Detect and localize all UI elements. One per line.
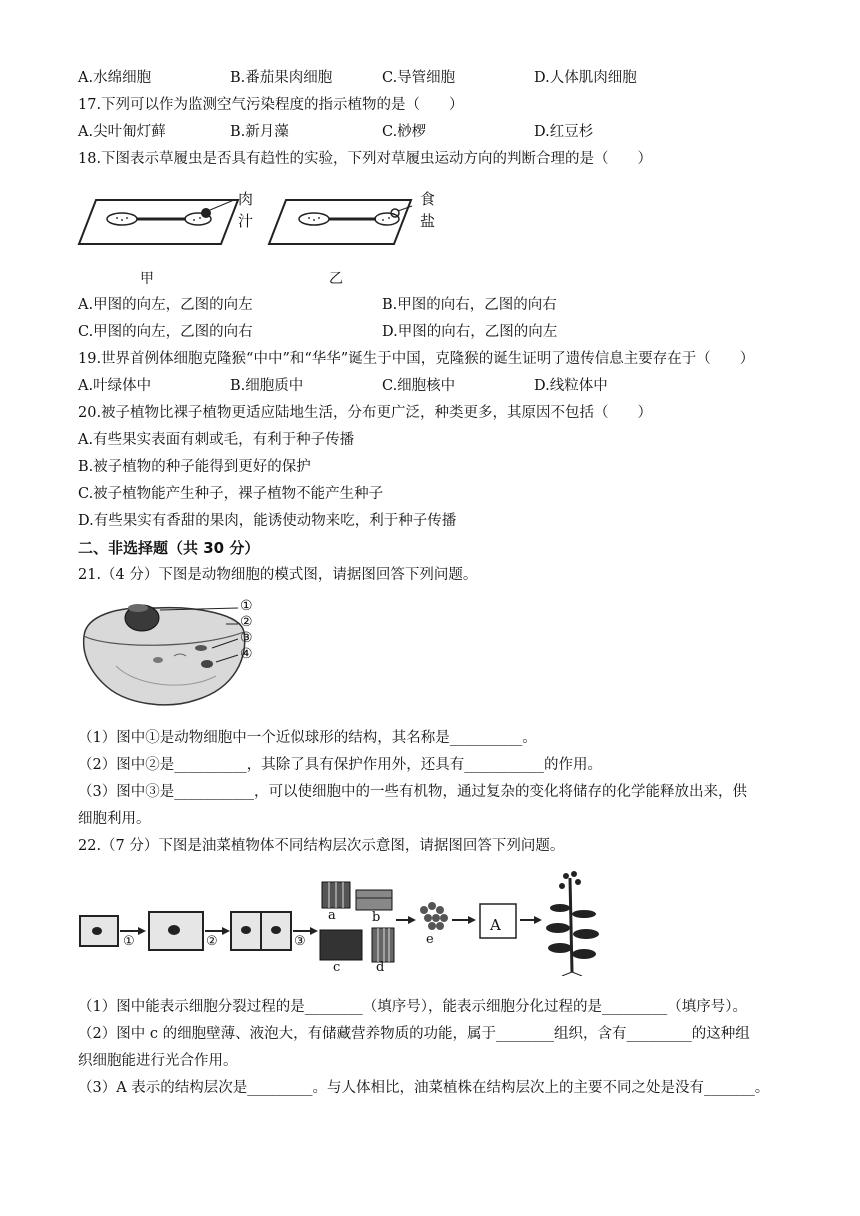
q18-option-d: D.甲图的向右，乙图的向左 xyxy=(382,324,558,340)
step-label-2: ② xyxy=(206,934,218,949)
q18-figure-label-jia: 甲 xyxy=(140,271,154,287)
q17-option-d: D.红豆杉 xyxy=(534,124,594,140)
tissue-label-d: d xyxy=(376,960,385,975)
q21-sub3: （3）图中③是___________，可以使细胞中的一些有机物，通过复杂的变化将储存的化学能释放出来，供 xyxy=(78,784,747,800)
q22-sub2: （2）图中 c 的细胞壁薄、液泡大，有储藏营养物质的功能，属于________组织，含有_________的这种组 xyxy=(78,1026,750,1042)
plant-structure-figure xyxy=(76,868,616,976)
tissue-label-c: c xyxy=(333,960,341,975)
q18-option-c: C.甲图的向左，乙图的向右 xyxy=(78,324,253,340)
q19-stem: 19.世界首例体细胞克隆猴“中中”和“华华”诞生于中国，克隆猴的诞生证明了遗传信息主要存在于（ ） xyxy=(78,351,755,367)
q16-option-b: B.番茄果肉细胞 xyxy=(230,70,333,86)
q22-sub3: （3）A 表示的结构层次是_________。与人体相比，油菜植株在结构层次上的主要不同之处是没有_______。 xyxy=(78,1080,770,1096)
q18-figure-label-yi: 乙 xyxy=(329,271,343,287)
q18-option-b: B.甲图的向右，乙图的向右 xyxy=(382,297,557,313)
q17-option-c: C.桫椤 xyxy=(382,124,427,140)
q18-jia-sub1: 肉 xyxy=(238,190,254,208)
q16-option-a: A.水绵细胞 xyxy=(78,70,152,86)
q19-option-a: A.叶绿体中 xyxy=(78,378,152,394)
q18-jia-sub2: 汁 xyxy=(238,212,254,230)
q16-option-d: D.人体肌肉细胞 xyxy=(534,70,637,86)
q18-yi-sub1: 食 xyxy=(420,190,436,208)
q21-stem: 21.（4 分）下图是动物细胞的模式图，请据图回答下列问题。 xyxy=(78,567,478,583)
q18-stem: 18.下图表示草履虫是否具有趋性的实验，下列对草履虫运动方向的判断合理的是（ ） xyxy=(78,151,653,167)
organ-label-e: e xyxy=(426,932,434,947)
q16-option-c: C.导管细胞 xyxy=(382,70,456,86)
q19-option-d: D.线粒体中 xyxy=(534,378,608,394)
q17-option-b: B.新月藻 xyxy=(230,124,289,140)
q20-stem: 20.被子植物比裸子植物更适应陆地生活，分布更广泛，种类更多，其原因不包括（ ） xyxy=(78,405,653,421)
q19-option-b: B.细胞质中 xyxy=(230,378,304,394)
q18-yi-sub2: 盐 xyxy=(420,212,436,230)
cell-label-2: ② xyxy=(240,614,253,630)
q18-figure xyxy=(76,186,446,252)
cell-label-3: ③ xyxy=(240,630,253,646)
cell-label-4: ④ xyxy=(240,646,253,662)
q20-option-c: C.被子植物能产生种子，裸子植物不能产生种子 xyxy=(78,486,384,502)
step-label-1: ① xyxy=(123,934,135,949)
step-label-3: ③ xyxy=(294,934,306,949)
q21-sub1: （1）图中①是动物细胞中一个近似球形的结构，其名称是__________。 xyxy=(78,730,537,746)
tissue-label-b: b xyxy=(372,910,381,925)
q22-sub1: （1）图中能表示细胞分裂过程的是________（填序号），能表示细胞分化过程的是_________（填序号）。 xyxy=(78,999,747,1015)
q22-sub2-cont: 织细胞能进行光合作用。 xyxy=(78,1053,238,1069)
tissue-label-a: a xyxy=(328,908,336,923)
q17-stem: 17.下列可以作为监测空气污染程度的指示植物的是（ ） xyxy=(78,97,464,113)
q22-stem: 22.（7 分）下图是油菜植物体不同结构层次示意图，请据图回答下列问题。 xyxy=(78,838,565,854)
q18-option-a: A.甲图的向左，乙图的向左 xyxy=(78,297,253,313)
q17-option-a: A.尖叶匍灯藓 xyxy=(78,124,166,140)
cell-label-1: ① xyxy=(240,598,253,614)
q20-option-d: D.有些果实有香甜的果肉，能诱使动物来吃，利于种子传播 xyxy=(78,513,457,529)
q21-sub3-cont: 细胞利用。 xyxy=(78,811,151,827)
q21-sub2: （2）图中②是__________，其除了具有保护作用外，还具有___________的作用。 xyxy=(78,757,602,773)
structure-box-label: A xyxy=(490,916,501,934)
section-title: 二、非选择题（共 30 分） xyxy=(78,539,260,557)
animal-cell-figure xyxy=(76,596,266,712)
q19-option-c: C.细胞核中 xyxy=(382,378,456,394)
q20-option-b: B.被子植物的种子能得到更好的保护 xyxy=(78,459,311,475)
q20-option-a: A.有些果实表面有刺或毛，有利于种子传播 xyxy=(78,432,355,448)
